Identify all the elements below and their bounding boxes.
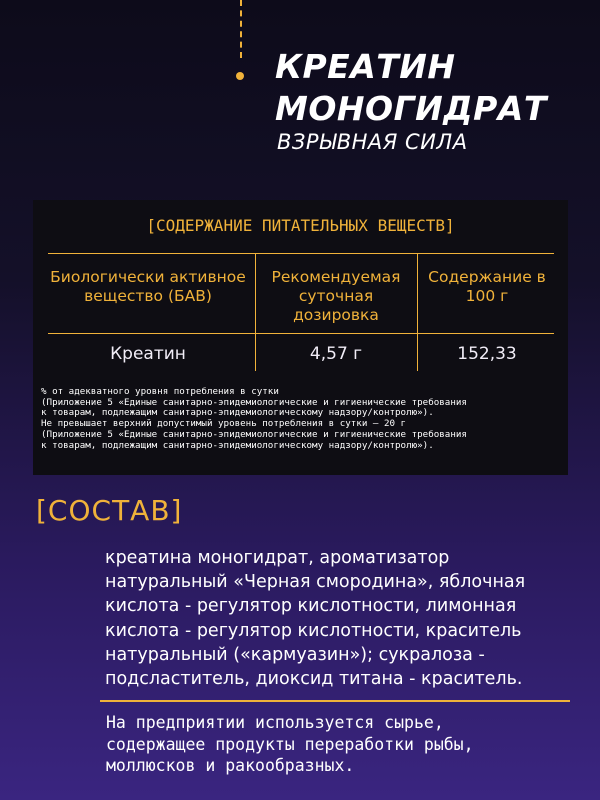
table-header-substance: Биологически активное вещество (БАВ) [50, 268, 246, 305]
decorative-dot [236, 72, 244, 80]
decorative-dashed-line [240, 0, 242, 58]
table-header-per-100g: Содержание в 100 г [428, 268, 546, 305]
allergen-warning: На предприятии используется сырье, содержащее продукты переработки рыбы, моллюсков и ракообразных. [106, 713, 474, 775]
table-cell-substance: Креатин [110, 344, 186, 364]
table-col-sep-1 [255, 253, 256, 371]
product-subtitle: ВЗРЫВНАЯ СИЛА [277, 130, 468, 154]
table-col-sep-2 [417, 253, 418, 371]
table-rule-top [48, 253, 554, 254]
nutrition-footnotes: % от адекватного уровня потребления в сутки (Приложение 5 «Единые санитарно-эпидемиологические и гигиенические требования к товарам, подлежащим санитарно-эпидемиологическому надзору/контролю»). Не превышает верхний допустимый уровень потребления в сутки – 20 г (Приложение 5 «Единые санитарно-эпидемиологические и гигиенические требования к товарам, подлежащим санитарно-эпидемиологическому надзору/контролю»). [41, 386, 467, 451]
table-header-daily-dose: Рекомендуемая суточная дозировка [271, 268, 401, 324]
warning-divider [100, 700, 570, 702]
table-cell-daily-dose: 4,57 г [309, 344, 363, 364]
table-rule-header [48, 333, 554, 334]
product-title [275, 46, 595, 130]
composition-heading: [СОСТАВ] [36, 494, 183, 527]
table-cell-per-100g: 152,33 [457, 344, 517, 364]
nutrition-heading: [СОДЕРЖАНИЕ ПИТАТЕЛЬНЫХ ВЕЩЕСТВ] [146, 216, 455, 235]
title-line-2: МОНОГИДРАТ [275, 89, 547, 128]
title-line-1: КРЕАТИН [275, 47, 456, 86]
composition-text: креатина моногидрат, ароматизатор натуральный «Черная смородина», яблочная кислота - регулятор кислотности, лимонная кислота - регулятор кислотности, краситель натуральный («кармуазин»); сукралоза - подсластитель, диоксид титана - краситель. [105, 548, 526, 690]
